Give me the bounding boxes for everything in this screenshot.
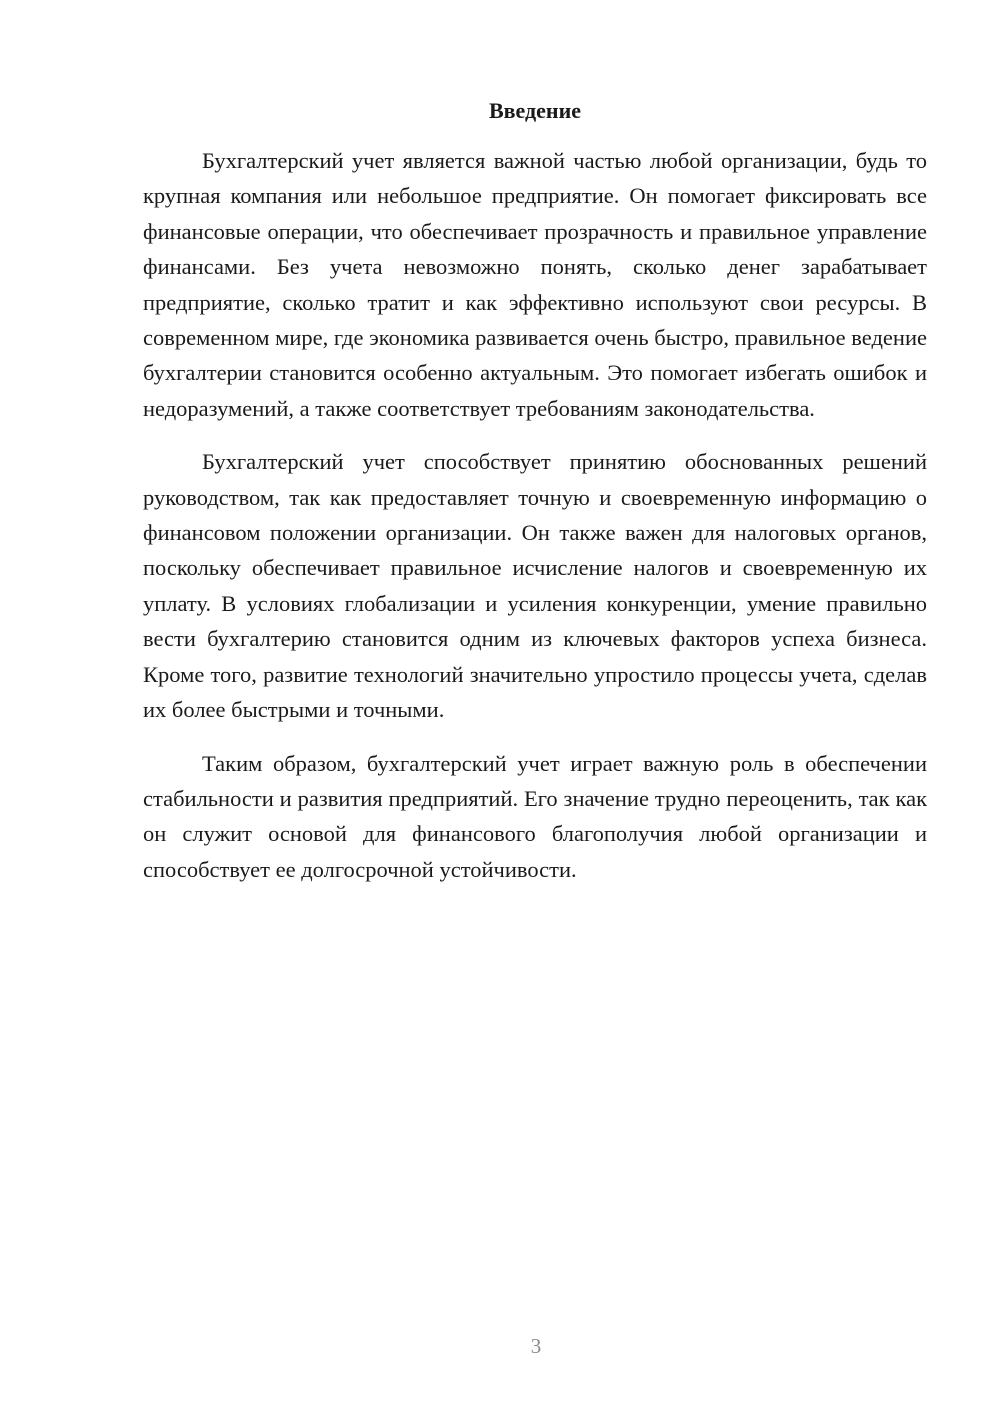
- page-number: 3: [530, 1334, 542, 1358]
- paragraph-1: Бухгалтерский учет является важной частью любой организации, будь то крупная компания или небольшое предприятие. Он помогает фиксировать все финансовые операции, что обеспечивает прозрачность и правильное управление финансами. Без учета невозможно понять, сколько денег зарабатывает предприятие, сколько тратит и как эффективно используют свои ресурсы. В современном мире, где экономика развивается очень быстро, правильное ведение бухгалтерии становится особенно актуальным. Это помогает избегать ошибок и недоразумений, а также соответствует требованиям законодательства.: [143, 148, 927, 421]
- page-title: Введение: [488, 98, 582, 123]
- paragraph-3: Таким образом, бухгалтерский учет играет важную роль в обеспечении стабильности и развития предприятий. Его значение трудно переоценить, так как он служит основой для финансового благополучия любой организации и способствует ее долгосрочной устойчивости.: [143, 750, 927, 882]
- body-text: [143, 143, 927, 905]
- paragraph-2: Бухгалтерский учет способствует принятию обоснованных решений руководством, так как предоставляет точную и своевременную информацию о финансовом положении организации. Он также важен для налоговых органов, поскольку обеспечивает правильное исчисление налогов и своевременную их уплату. В условиях глобализации и усиления конкуренции, умение правильно вести бухгалтерию становится одним из ключевых факторов успеха бизнеса. Кроме того, развитие технологий значительно упростило процессы учета, сделав их более быстрыми и точными.: [143, 449, 927, 723]
